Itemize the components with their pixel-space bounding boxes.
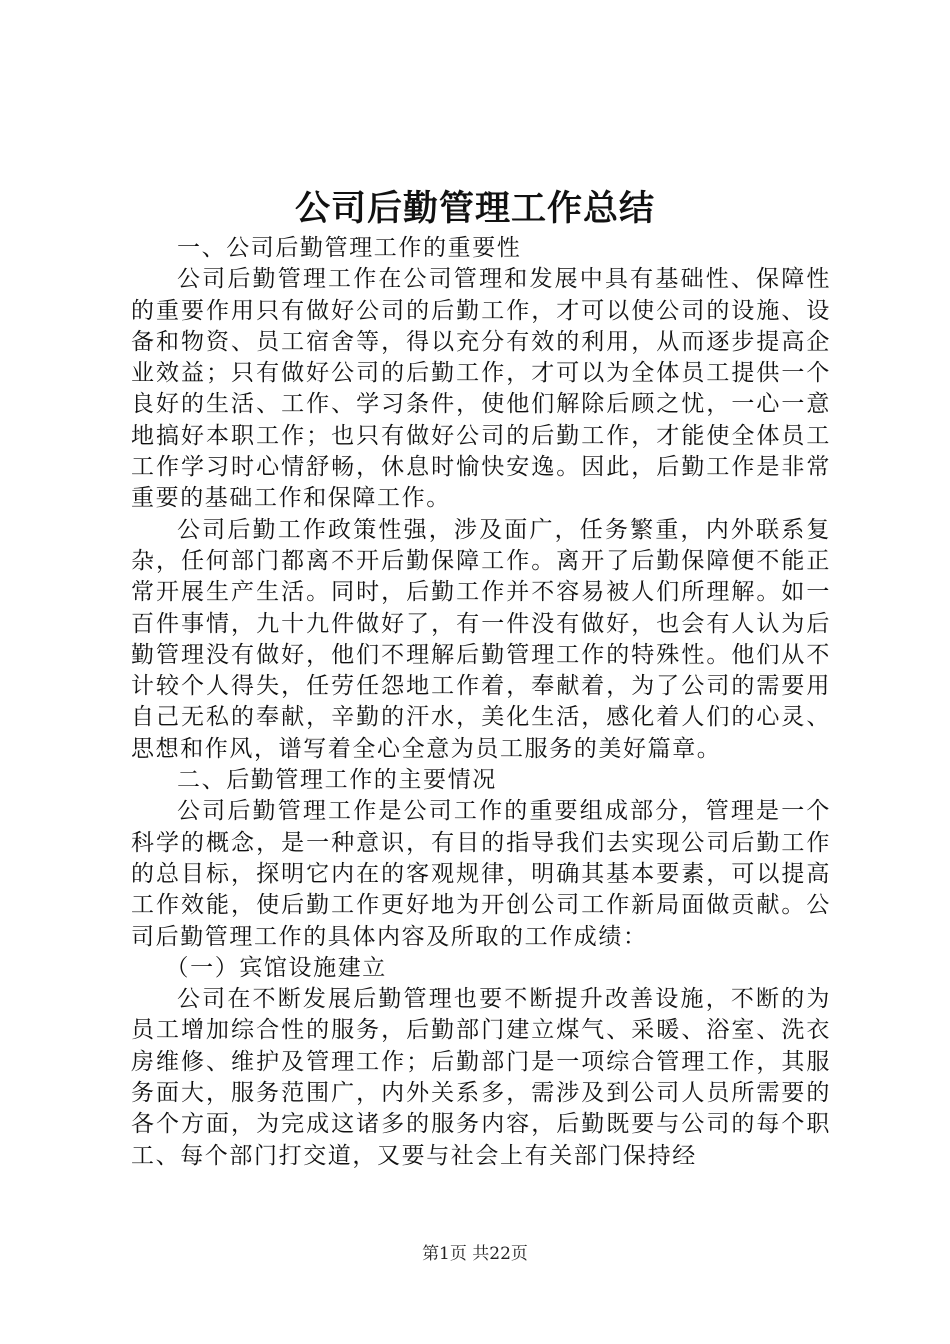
document-body [131, 233, 831, 1172]
paragraph-policy: 公司后勤工作政策性强，涉及面广，任务繁重，内外联系复杂，任何部门都离不开后勤保障工作。离开了后勤保障便不能正常开展生产生活。同时，后勤工作并不容易被人们所理解。如一百件事情，九十九件做好了，有一件没有做好，也会有人认为后勤管理没有做好，他们不理解后勤管理工作的特殊性。他们从不计较个人得失，任劳任怨地工作着，奉献着，为了公司的需要用自己无私的奉献，辛勤的汗水，美化生活，感化着人们的心灵、思想和作风，谱写着全心全意为员工服务的美好篇章。 [131, 516, 831, 762]
paragraph-hotel-facilities: 公司在不断发展后勤管理也要不断提升改善设施，不断的为员工增加综合性的服务，后勤部门建立煤气、采暖、浴室、洗衣房维修、维护及管理工作；后勤部门是一项综合管理工作，其服务面大，服务范围广，内外关系多，需涉及到公司人员所需要的各个方面，为完成这诸多的服务内容，后勤既要与公司的每个职工、每个部门打交道，又要与社会上有关部门保持经 [131, 986, 831, 1169]
page-number-footer: 第1页 共22页 [422, 1244, 528, 1264]
document-title: 公司后勤管理工作总结 [294, 188, 655, 229]
paragraph-importance: 公司后勤管理工作在公司管理和发展中具有基础性、保障性的重要作用只有做好公司的后勤工作，才可以使公司的设施、设备和物资、员工宿舍等，得以充分有效的利用，从而逐步提高企业效益；只有做好公司的后勤工作，才可以为全体员工提供一个良好的生活、工作、学习条件，使他们解除后顾之忧，一心一意地搞好本职工作；也只有做好公司的后勤工作，才能使全体员工工作学习时心情舒畅，休息时愉快安逸。因此，后勤工作是非常重要的基础工作和保障工作。 [131, 266, 831, 512]
section-heading-main-situation: 二、后勤管理工作的主要情况 [177, 767, 497, 794]
subsection-heading-hotel-facilities: （一）宾馆设施建立 [165, 954, 387, 981]
paragraph-main-situation: 公司后勤管理工作是公司工作的重要组成部分，管理是一个科学的概念，是一种意识，有目的指导我们去实现公司后勤工作的总目标，探明它内在的客观规律，明确其基本要素，可以提高工作效能，使后勤工作更好地为开创公司工作新局面做贡献。公司后勤管理工作的具体内容及所取的工作成绩： [131, 798, 831, 950]
section-heading-importance: 一、公司后勤管理工作的重要性 [177, 235, 522, 261]
